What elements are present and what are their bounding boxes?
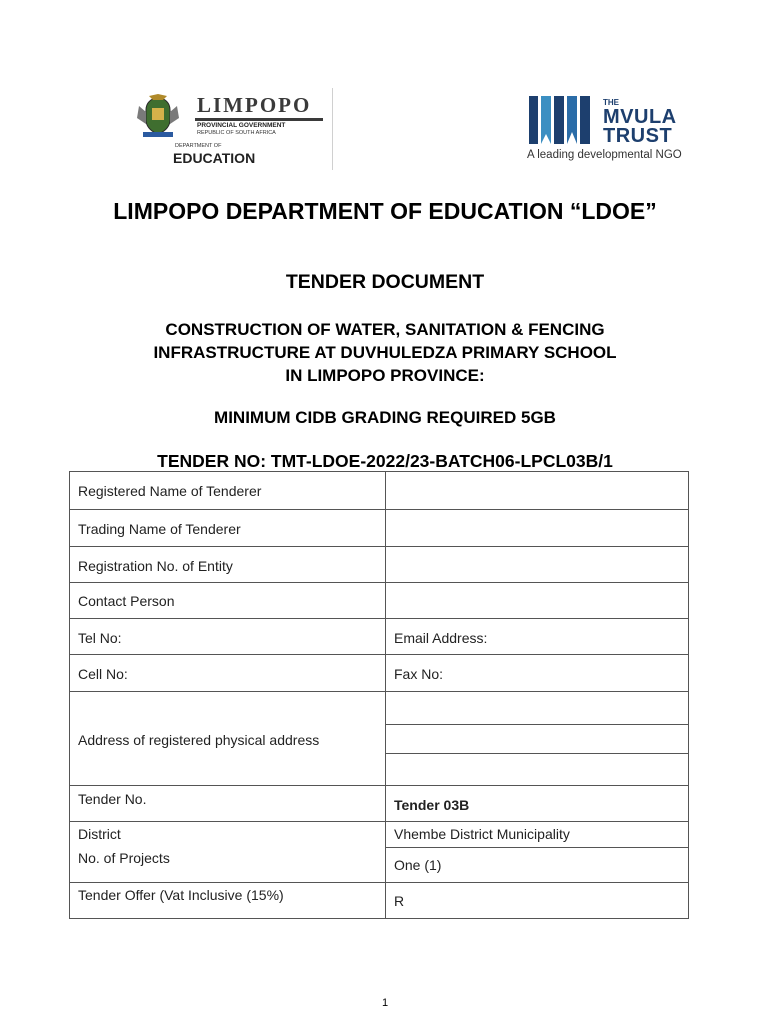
tender-offer-field[interactable]: [386, 883, 688, 918]
district-label: District: [78, 826, 121, 842]
tender-number-heading: TENDER NO: TMT-LDOE-2022/23-BATCH06-LPCL03B/1: [157, 451, 613, 471]
table-row: [70, 692, 688, 786]
coat-of-arms-icon: [133, 94, 183, 138]
table-row: [70, 786, 688, 822]
fax-field[interactable]: [386, 655, 688, 691]
ldoe-sub2: REPUBLIC OF SOUTH AFRICA: [197, 130, 276, 136]
registration-no-field[interactable]: [386, 547, 688, 582]
page-title: LIMPOPO DEPARTMENT OF EDUCATION “LDOE”: [113, 198, 657, 224]
projects-label: No. of Projects: [78, 850, 170, 866]
district-value: Vhembe District Municipality: [394, 826, 570, 842]
tender-no-value: Tender 03B: [394, 797, 470, 813]
registered-name-field[interactable]: [386, 472, 688, 509]
contact-person-field[interactable]: [386, 583, 688, 618]
project-description: [60, 318, 710, 387]
tel-field[interactable]: [70, 619, 386, 654]
mvula-tagline: A leading developmental NGO: [527, 149, 682, 161]
project-description-line1: CONSTRUCTION OF WATER, SANITATION & FENCING: [165, 320, 605, 339]
table-row: [70, 655, 688, 692]
fax-label: Fax No:: [394, 666, 444, 682]
table-row: [70, 619, 688, 655]
ldoe-sub1: PROVINCIAL GOVERNMENT: [197, 122, 286, 129]
ldoe-edu: EDUCATION: [173, 150, 256, 166]
cell-field[interactable]: [70, 655, 386, 691]
mvula-the: THE: [603, 98, 619, 107]
trading-name-field[interactable]: [386, 510, 688, 546]
cell-label: Cell No:: [78, 666, 128, 682]
table-row: [70, 547, 688, 583]
table-row: [70, 848, 688, 883]
mvula-name-line1: MVULA: [603, 106, 677, 128]
tenderer-details-table: [69, 471, 689, 919]
ldoe-dept: DEPARTMENT OF: [175, 143, 222, 149]
address-field[interactable]: [386, 692, 688, 785]
registered-name-label: Registered Name of Tenderer: [78, 483, 262, 499]
mvula-mark-icon: [527, 94, 597, 146]
email-label: Email Address:: [394, 630, 488, 646]
address-label: Address of registered physical address: [78, 732, 320, 748]
ldoe-brand: LIMPOPO: [197, 93, 312, 117]
tender-offer-label: Tender Offer (Vat Inclusive (15%): [78, 887, 284, 903]
mvula-name-line2: TRUST: [603, 125, 673, 147]
mvula-trust-logo: [527, 92, 692, 164]
project-description-line3: IN LIMPOPO PROVINCE:: [285, 366, 485, 385]
address-line-divider: [386, 753, 688, 754]
tender-no-label: Tender No.: [78, 791, 147, 807]
table-row: [70, 510, 688, 547]
table-row: [70, 583, 688, 619]
ldoe-logo: [113, 88, 333, 170]
address-line-divider: [386, 724, 688, 725]
ldoe-bar: [195, 118, 323, 121]
project-description-line2: INFRASTRUCTURE AT DUVHULEDZA PRIMARY SCHOOL: [153, 343, 617, 362]
email-field[interactable]: [386, 619, 688, 654]
page-number: 1: [381, 997, 389, 1009]
table-row: [70, 883, 688, 918]
table-row: [70, 822, 688, 848]
cidb-grading: MINIMUM CIDB GRADING REQUIRED 5GB: [214, 408, 556, 427]
table-row: [70, 472, 688, 510]
registration-no-label: Registration No. of Entity: [78, 558, 233, 574]
trading-name-label: Trading Name of Tenderer: [78, 521, 241, 537]
document-type: TENDER DOCUMENT: [285, 271, 485, 293]
projects-value: One (1): [394, 857, 442, 873]
contact-person-label: Contact Person: [78, 593, 175, 609]
tel-label: Tel No:: [78, 630, 122, 646]
tender-offer-value: R: [394, 893, 405, 909]
